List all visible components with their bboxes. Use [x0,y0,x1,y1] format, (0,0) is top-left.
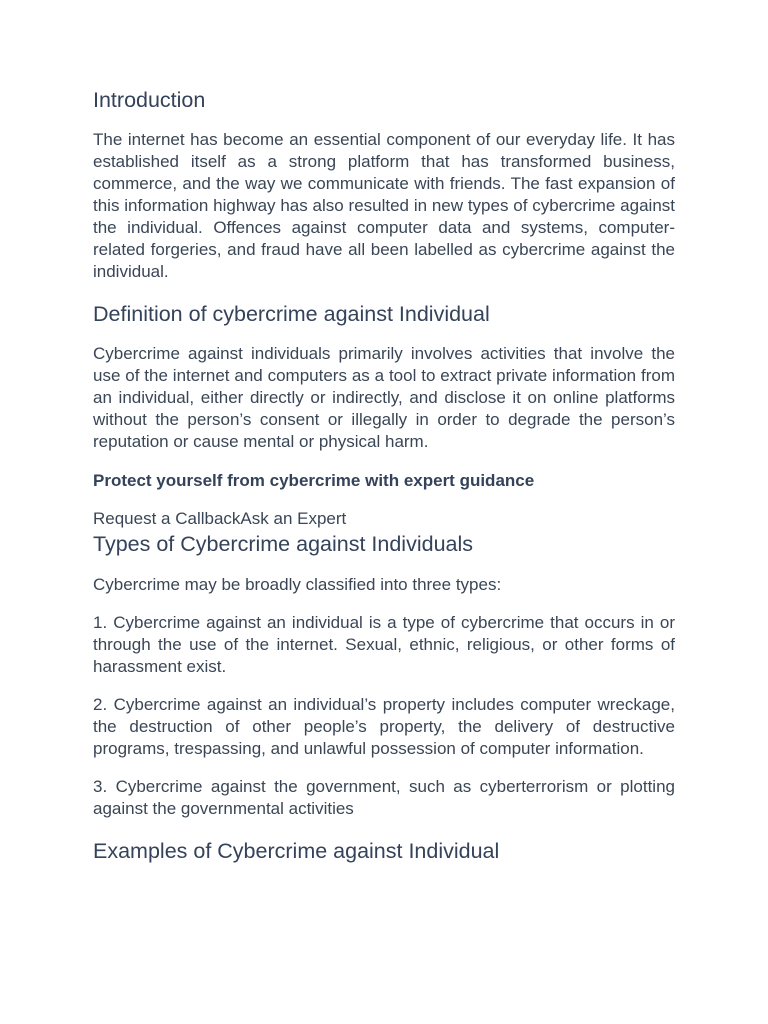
types-heading: Types of Cybercrime against Individuals [93,532,474,556]
types-item-3: 3. Cybercrime against the government, such as cyberterrorism or plotting against the governmental activities [93,777,675,818]
cta-heading: Protect yourself from cybercrime with expert guidance [93,471,535,490]
types-item-1: 1. Cybercrime against an individual is a type of cybercrime that occurs in or through the use of the internet. Sexual, ethnic, religious, or other forms of harassment exist. [93,613,675,676]
introduction-heading: Introduction [93,88,206,112]
introduction-paragraph: The internet has become an essential component of our everyday life. It has established itself as a strong platform that has transformed business, commerce, and the way we communicate with friends. The fast expansion of this information highway has also resulted in new types of cybercrime against the individual. Offences against computer data and systems, computer-related forgeries, and fraud have all been labelled as cybercrime against the individual. [93,130,675,281]
examples-heading: Examples of Cybercrime against Individual [93,839,500,863]
ask-expert-link[interactable]: Ask an Expert [240,509,347,528]
types-item-2: 2. Cybercrime against an individual’s property includes computer wreckage, the destruction of other people’s property, the delivery of destructive programs, trespassing, and unlawful possession of computer information. [93,695,675,758]
document-page [93,86,675,865]
request-callback-link[interactable]: Request a Callback [93,509,241,528]
definition-heading: Definition of cybercrime against Individual [93,302,490,326]
types-lead-paragraph: Cybercrime may be broadly classified into three types: [93,575,502,594]
definition-paragraph: Cybercrime against individuals primarily involves activities that involve the use of the internet and computers as a tool to extract private information from an individual, either directly or indirectly, and disclose it on online platforms without the person’s consent or illegally in order to degrade the person’s reputation or cause mental or physical harm. [93,344,675,451]
cta-links [93,508,675,530]
